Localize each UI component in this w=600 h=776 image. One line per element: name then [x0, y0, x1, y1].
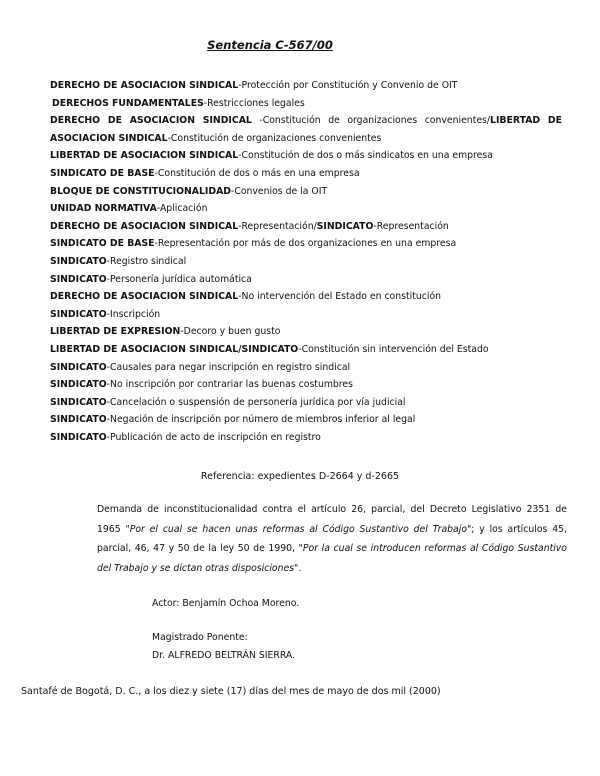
law-title: "Por la cual se introducen reformas al Código Sustantivo del Trabajo y se dictan otras disposiciones" — [97, 543, 568, 574]
descriptor-item — [50, 306, 562, 324]
descriptor-item — [50, 341, 562, 359]
actor-line: Actor: Benjamín Ochoa Moreno. — [152, 598, 300, 609]
descriptor-item — [50, 165, 562, 183]
descriptor-text: -Constitución de dos o más sindicatos en una empresa — [238, 150, 493, 162]
descriptor-text: -Restricciones legales — [203, 97, 305, 109]
descriptor-item — [50, 235, 562, 253]
document-title: Sentencia C-567/00 — [207, 38, 333, 52]
descriptor-text: -Personería jurídica automática — [106, 273, 252, 285]
descriptor-item — [50, 288, 562, 306]
descriptor-text: -Representación/ — [238, 220, 317, 232]
descriptor-text: -Decoro y buen gusto — [180, 326, 281, 338]
descriptor-text: -Constitución de dos o más en una empresa — [154, 167, 360, 179]
descriptor-text: -Protección por Constitución y Convenio de OIT — [238, 80, 458, 91]
descriptor-text: -Constitución sin intervención del Estado — [298, 343, 489, 355]
demand-text: . — [298, 562, 302, 574]
descriptor-text: -No intervención del Estado en constitución — [238, 291, 442, 303]
descriptor-key: LIBERTAD DE ASOCIACION SINDICAL — [50, 150, 239, 162]
descriptor-key: SINDICATO — [50, 431, 107, 443]
descriptor-list — [50, 77, 562, 446]
descriptor-key: LIBERTAD DE ASOCIACION SINDICAL/SINDICATO — [50, 343, 299, 355]
descriptor-key: DERECHO DE ASOCIACION SINDICAL — [50, 80, 239, 91]
descriptor-text: -Constitución de organizaciones convenientes/ — [259, 115, 491, 127]
descriptor-key: SINDICATO — [50, 414, 107, 426]
descriptor-text: -Inscripción — [106, 308, 161, 320]
descriptor-key: UNIDAD NORMATIVA — [50, 203, 157, 215]
descriptor-item — [50, 200, 562, 218]
descriptor-item — [50, 376, 562, 394]
descriptor-item — [50, 112, 562, 147]
descriptor-item — [50, 394, 562, 412]
descriptor-item — [50, 147, 562, 165]
descriptor-key: SINDICATO — [50, 273, 107, 285]
descriptor-key: SINDICATO — [50, 255, 107, 267]
descriptor-text: -Causales para negar inscripción en registro sindical — [106, 361, 351, 373]
date-line: Santafé de Bogotá, D. C., a los diez y siete (17) días del mes de mayo de dos mil (2000) — [21, 686, 441, 697]
decree-title: "Por el cual se hacen unas reformas al Código Sustantivo del Trabajo" — [125, 523, 472, 535]
descriptor-item — [50, 183, 562, 201]
descriptor-key: DERECHOS FUNDAMENTALES — [52, 97, 204, 109]
descriptor-item — [50, 411, 562, 429]
demand-paragraph — [97, 500, 567, 578]
descriptor-key: LIBERTAD DE EXPRESION — [50, 326, 181, 338]
descriptor-text: -Cancelación o suspensión de personería jurídica por vía judicial — [106, 396, 406, 408]
descriptor-text: -Representación por más de dos organizaciones en una empresa — [154, 238, 457, 250]
descriptor-key: DERECHO DE ASOCIACION SINDICAL — [50, 291, 239, 303]
descriptor-text: -Negación de inscripción por número de miembros inferior al legal — [106, 414, 416, 426]
descriptor-key: SINDICATO — [50, 308, 107, 320]
descriptor-text: -Publicación de acto de inscripción en registro — [106, 431, 321, 443]
demand-text: ; y los artículos 45, parcial, 46, 47 y 50 de la ley 50 de 1990, — [97, 523, 567, 554]
descriptor-key: SINDICATO DE BASE — [50, 238, 155, 250]
descriptor-key: DERECHO DE ASOCIACION SINDICAL — [50, 220, 239, 232]
descriptor-text: -Registro sindical — [106, 255, 187, 267]
descriptor-text: -Constitución de organizaciones convenientes — [167, 132, 382, 144]
descriptor-key: LIBERTAD DE ASOCIACION SINDICAL — [50, 115, 562, 144]
descriptor-text: -Convenios de la OIT — [231, 185, 328, 197]
descriptor-key: SINDICATO — [50, 396, 107, 408]
descriptor-key: DERECHO DE ASOCIACION SINDICAL — [50, 115, 252, 127]
descriptor-text: -Aplicación — [156, 203, 208, 215]
descriptor-item — [50, 253, 562, 271]
magistrate-label: Magistrado Ponente: — [152, 632, 248, 643]
descriptor-item — [50, 323, 562, 341]
descriptor-key: SINDICATO DE BASE — [50, 167, 155, 179]
descriptor-text: -Representación — [373, 220, 449, 232]
descriptor-key: SINDICATO — [50, 379, 107, 391]
descriptor-item — [50, 359, 562, 377]
descriptor-item — [50, 271, 562, 289]
descriptor-key: SINDICATO — [50, 361, 107, 373]
descriptor-key: BLOQUE DE CONSTITUCIONALIDAD — [50, 185, 231, 197]
descriptor-item — [50, 429, 562, 447]
reference-line: Referencia: expedientes D-2664 y d-2665 — [200, 471, 400, 482]
demand-text: Demanda de inconstitucionalidad contra el artículo 26, parcial, del Decreto Legislativo 2351 de 1965 — [97, 504, 567, 535]
descriptor-item — [50, 77, 562, 95]
descriptor-key: SINDICATO — [316, 220, 374, 232]
descriptor-item — [50, 218, 562, 236]
magistrate-name: Dr. ALFREDO BELTRÁN SIERRA. — [152, 650, 296, 661]
descriptor-text: -No inscripción por contrariar las buenas costumbres — [106, 379, 353, 391]
descriptor-item — [50, 95, 562, 113]
